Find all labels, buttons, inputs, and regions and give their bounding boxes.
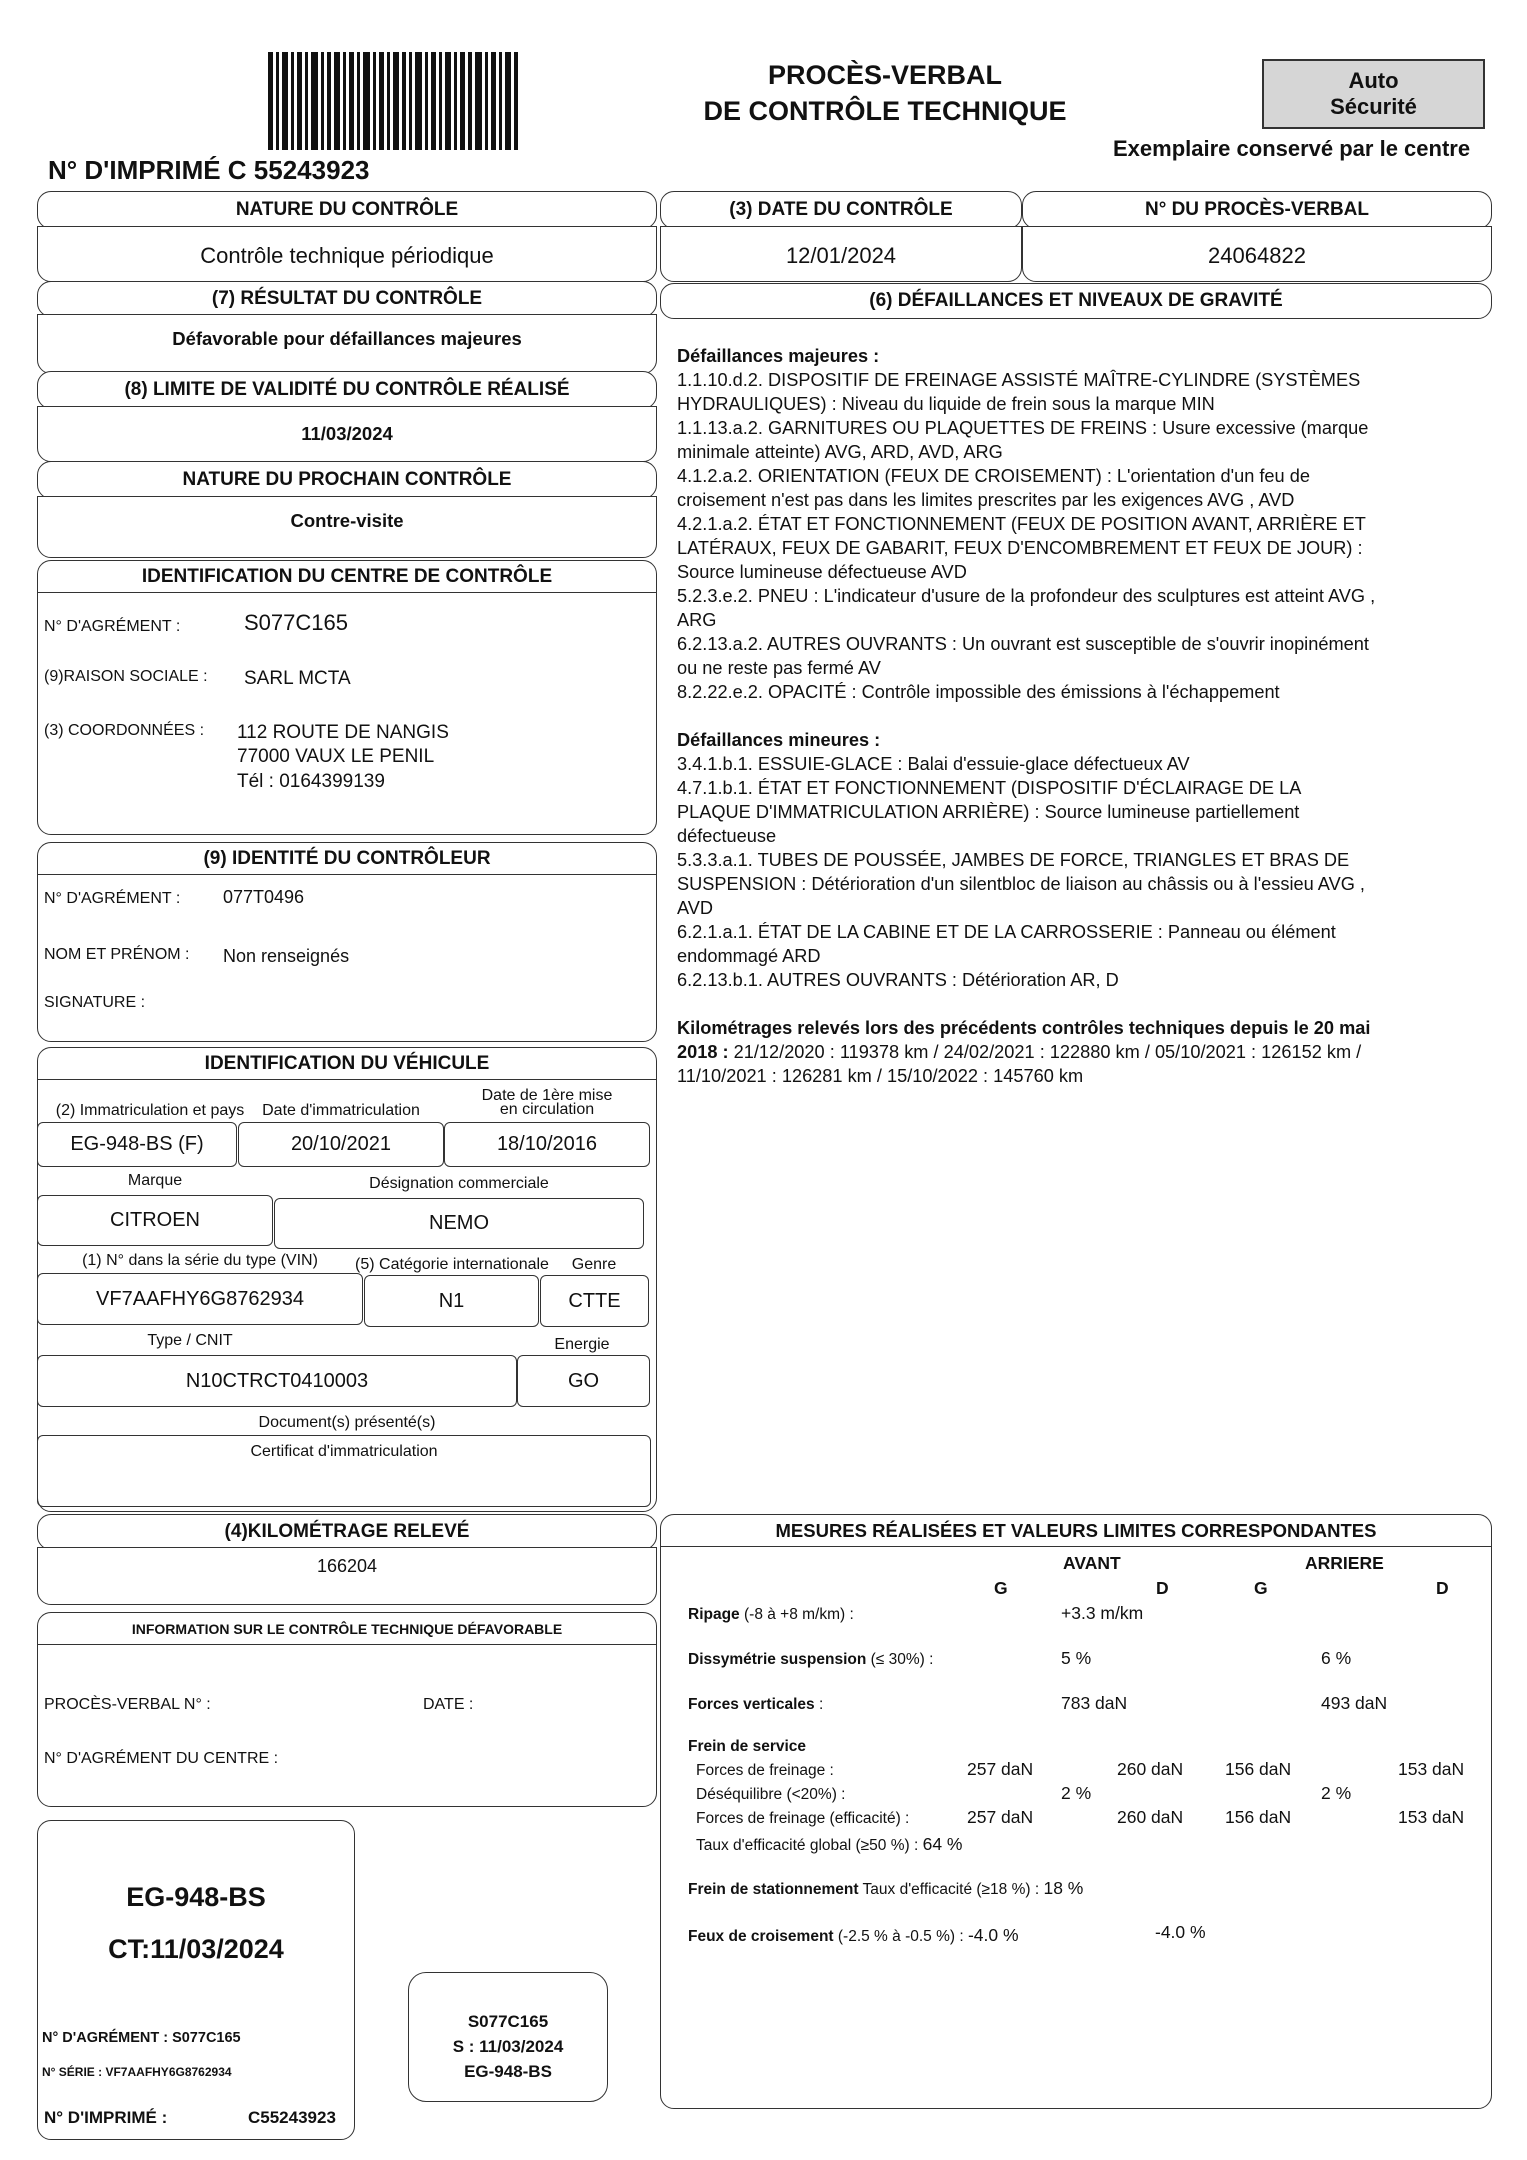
majeure-line: 1.1.10.d.2. DISPOSITIF DE FREINAGE ASSISTÉ MAÎTRE-CYLINDRE (SYSTÈMES bbox=[677, 370, 1361, 390]
stamp-line3: EG-948-BS bbox=[464, 2062, 552, 2081]
avant-label: AVANT bbox=[1063, 1553, 1121, 1573]
majeure-line: 4.1.2.a.2. ORIENTATION (FEUX DE CROISEMENT) : L'orientation d'un feu de bbox=[677, 466, 1310, 486]
ff-arg: 156 daN bbox=[1225, 1759, 1292, 1779]
copy-note: Exemplaire conservé par le centre bbox=[1113, 136, 1471, 161]
genre-label: Genre bbox=[571, 1256, 617, 1273]
designation-value: NEMO bbox=[274, 1198, 644, 1249]
mineures-list bbox=[677, 752, 1487, 992]
arriere-label: ARRIERE bbox=[1305, 1553, 1384, 1573]
vignette-immat: EG-948-BS bbox=[126, 1882, 266, 1912]
vignette-box bbox=[37, 1820, 355, 2140]
feux-label: Feux de croisement bbox=[688, 1928, 834, 1945]
pv-value: 24064822 bbox=[1208, 243, 1306, 268]
brand-line2: Sécurité bbox=[1330, 94, 1417, 119]
arriere-g-label: G bbox=[1254, 1578, 1268, 1598]
marque-label: Marque bbox=[127, 1172, 183, 1189]
pv-header: N° DU PROCÈS-VERBAL bbox=[1022, 191, 1492, 229]
centre-box bbox=[37, 560, 657, 835]
mineure-line: SUSPENSION : Détérioration d'un silentbloc de liaison au châssis ou à l'essieu AVG , bbox=[677, 874, 1365, 894]
ff-avd: 260 daN bbox=[1117, 1759, 1184, 1779]
ffe-avg: 257 daN bbox=[967, 1807, 1034, 1827]
majeure-line: 4.2.1.a.2. ÉTAT ET FONCTIONNEMENT (FEUX DE POSITION AVANT, ARRIÈRE ET bbox=[677, 514, 1366, 534]
premiere-label-2: en circulation bbox=[499, 1101, 595, 1118]
date-immat-value: 20/10/2021 bbox=[238, 1122, 444, 1167]
stamp-line2: S : 11/03/2024 bbox=[452, 2037, 564, 2056]
controleur-title: (9) IDENTITÉ DU CONTRÔLEUR bbox=[203, 848, 491, 869]
ff-avg: 257 daN bbox=[967, 1759, 1034, 1779]
ffe-avd: 260 daN bbox=[1117, 1807, 1184, 1827]
stationnement-label: Frein de stationnement bbox=[688, 1881, 859, 1898]
majeure-line: HYDRAULIQUES) : Niveau du liquide de frein sous la marque MIN bbox=[677, 394, 1215, 414]
type-label: Type / CNIT bbox=[147, 1332, 233, 1349]
frein-service-label: Frein de service bbox=[688, 1738, 807, 1755]
taux-value: 64 % bbox=[922, 1834, 963, 1854]
mineure-line: 6.2.1.a.1. ÉTAT DE LA CABINE ET DE LA CARROSSERIE : Panneau ou élément bbox=[677, 922, 1336, 942]
mesures-title: MESURES RÉALISÉES ET VALEURS LIMITES CORRESPONDANTES bbox=[775, 1520, 1377, 1541]
document-title-line1: PROCÈS-VERBAL bbox=[767, 60, 1003, 90]
ffe-arg: 156 daN bbox=[1225, 1807, 1292, 1827]
majeure-line: 6.2.13.a.2. AUTRES OUVRANTS : Un ouvrant est susceptible de s'ouvrir inopinément bbox=[677, 634, 1369, 654]
immat-label: (2) Immatriculation et pays bbox=[55, 1102, 245, 1119]
controleur-box bbox=[37, 842, 657, 1042]
limite-value: 11/03/2024 bbox=[301, 423, 393, 444]
kilometrage-value: 166204 bbox=[316, 1556, 378, 1576]
taux-row bbox=[696, 1834, 962, 1855]
stationnement-value: 18 % bbox=[1043, 1878, 1084, 1898]
controleur-nom-value: Non renseignés bbox=[223, 946, 350, 966]
mineure-line: 5.3.3.a.1. TUBES DE POUSSÉE, JAMBES DE FORCE, TRIANGLES ET BRAS DE bbox=[677, 850, 1350, 870]
km-history-text: 21/12/2020 : 119378 km / 24/02/2021 : 122880 km / 05/10/2021 : 126152 km / bbox=[728, 1042, 1362, 1062]
centre-header-line bbox=[37, 592, 657, 593]
ff-ard: 153 daN bbox=[1398, 1759, 1465, 1779]
mineure-line: 6.2.13.b.1. AUTRES OUVRANTS : Détérioration AR, D bbox=[677, 970, 1119, 990]
km-history-title: Kilométrages relevés lors des précédents contrôles techniques depuis le 20 mai bbox=[677, 1018, 1371, 1038]
dissym-label: Dissymétrie suspension bbox=[688, 1651, 867, 1668]
barcode-icon bbox=[268, 52, 518, 150]
date-controle-header: (3) DATE DU CONTRÔLE bbox=[660, 191, 1022, 229]
brand-box bbox=[1262, 59, 1485, 129]
marque-value: CITROEN bbox=[37, 1195, 273, 1246]
mesures-header-line bbox=[660, 1546, 1492, 1547]
stamp-line1: S077C165 bbox=[467, 2012, 549, 2031]
barcode bbox=[268, 52, 518, 150]
ffe-ard: 153 daN bbox=[1398, 1807, 1465, 1827]
genre-value: CTTE bbox=[540, 1275, 649, 1327]
energie-value: GO bbox=[517, 1355, 650, 1407]
dissym-row bbox=[688, 1651, 933, 1669]
majeure-line: ou ne reste pas fermé AV bbox=[677, 658, 881, 678]
vignette-ct: CT:11/03/2024 bbox=[108, 1934, 284, 1964]
ripage-limit: (-8 à +8 m/km) : bbox=[739, 1606, 854, 1623]
energie-label: Energie bbox=[554, 1336, 610, 1353]
defavorable-agrement-label: N° D'AGRÉMENT DU CENTRE : bbox=[44, 1750, 279, 1767]
km-history-year: 2018 : bbox=[677, 1042, 729, 1062]
defavorable-date-label: DATE : bbox=[423, 1696, 474, 1713]
forces-v-row bbox=[688, 1696, 823, 1714]
forces-v-limit: : bbox=[814, 1696, 824, 1713]
defavorable-title: INFORMATION SUR LE CONTRÔLE TECHNIQUE DÉFAVORABLE bbox=[131, 1621, 563, 1637]
deseq-ar: 2 % bbox=[1321, 1783, 1352, 1803]
km-history-line2 bbox=[677, 1040, 1487, 1064]
majeure-line: 8.2.22.e.2. OPACITÉ : Contrôle impossible des émissions à l'échappement bbox=[677, 682, 1280, 702]
designation-label: Désignation commerciale bbox=[369, 1175, 549, 1192]
controleur-signature-label: SIGNATURE : bbox=[44, 994, 146, 1011]
vin-value: VF7AAFHY6G8762934 bbox=[37, 1273, 363, 1325]
vignette-serie: N° SÉRIE : VF7AAFHY6G8762934 bbox=[42, 2065, 232, 2079]
feux-limit: (-2.5 % à -0.5 %) : bbox=[833, 1928, 964, 1945]
avant-g-label: G bbox=[994, 1578, 1008, 1598]
centre-agrement-label: N° D'AGRÉMENT : bbox=[44, 618, 181, 635]
km-history-line3: 11/10/2021 : 126281 km / 15/10/2022 : 145760 km bbox=[677, 1066, 1084, 1086]
ff-label: Forces de freinage : bbox=[696, 1762, 834, 1779]
centre-raison-value: SARL MCTA bbox=[244, 668, 351, 689]
avant-d-label: D bbox=[1156, 1578, 1169, 1598]
premiere-value: 18/10/2016 bbox=[444, 1122, 650, 1167]
dissym-ar: 6 % bbox=[1321, 1648, 1352, 1668]
centre-title: IDENTIFICATION DU CENTRE DE CONTRÔLE bbox=[141, 566, 553, 587]
defavorable-pv-label: PROCÈS-VERBAL N° : bbox=[44, 1696, 211, 1713]
vignette-imprime-label: N° D'IMPRIMÉ : bbox=[44, 2108, 168, 2127]
ripage-label: Ripage bbox=[688, 1606, 740, 1623]
date-controle-value: 12/01/2024 bbox=[785, 243, 897, 268]
majeure-line: Source lumineuse défectueuse AVD bbox=[677, 562, 967, 582]
controleur-header-line bbox=[37, 874, 657, 875]
resultat-value: Défavorable pour défaillances majeures bbox=[172, 328, 522, 349]
centre-coord-line1: 112 ROUTE DE NANGIS bbox=[237, 722, 449, 743]
prochain-value: Contre-visite bbox=[290, 510, 404, 531]
mineure-line: 3.4.1.b.1. ESSUIE-GLACE : Balai d'essuie-glace défectueux AV bbox=[677, 754, 1190, 774]
majeure-line: LATÉRAUX, FEUX DE GABARIT, FEUX D'ENCOMBREMENT ET FEUX DE JOUR) : bbox=[677, 538, 1363, 558]
defaillances-text bbox=[677, 344, 1487, 1088]
immat-value: EG-948-BS (F) bbox=[37, 1122, 237, 1167]
majeure-line: 5.2.3.e.2. PNEU : L'indicateur d'usure de la profondeur des sculptures est atteint AVG , bbox=[677, 586, 1376, 606]
majeures-title: Défaillances majeures : bbox=[677, 346, 880, 366]
centre-coord-line3: Tél : 0164399139 bbox=[237, 771, 385, 792]
forces-v-label: Forces verticales bbox=[688, 1696, 815, 1713]
defaillances-header: (6) DÉFAILLANCES ET NIVEAUX DE GRAVITÉ bbox=[660, 283, 1492, 319]
majeure-line: ARG bbox=[677, 610, 717, 630]
limite-header: (8) LIMITE DE VALIDITÉ DU CONTRÔLE RÉALISÉ bbox=[37, 371, 657, 409]
stationnement-limit: Taux d'efficacité (≥18 %) : bbox=[858, 1881, 1040, 1898]
majeures-list bbox=[677, 368, 1487, 704]
defavorable-header-line bbox=[37, 1644, 657, 1645]
dissym-av: 5 % bbox=[1061, 1648, 1092, 1668]
feux-row bbox=[688, 1925, 1019, 1946]
ripage-value: +3.3 m/km bbox=[1061, 1603, 1144, 1623]
mineure-line: PLAQUE D'IMMATRICULATION ARRIÈRE) : Source lumineuse partiellement bbox=[677, 802, 1300, 822]
majeure-line: croisement n'est pas dans les limites prescrites par les exigences AVG , AVD bbox=[677, 490, 1295, 510]
deseq-av: 2 % bbox=[1061, 1783, 1092, 1803]
taux-label: Taux d'efficacité global (≥50 %) : bbox=[696, 1837, 919, 1854]
vehicule-title: IDENTIFICATION DU VÉHICULE bbox=[204, 1053, 490, 1074]
imprime-number: N° D'IMPRIMÉ C 55243923 bbox=[48, 155, 370, 185]
document-title-line2: DE CONTRÔLE TECHNIQUE bbox=[703, 96, 1067, 126]
premiere-label-1: Date de 1ère mise bbox=[481, 1087, 613, 1104]
feux-g: -4.0 % bbox=[967, 1925, 1019, 1945]
centre-coord-label: (3) COORDONNÉES : bbox=[44, 722, 205, 739]
controleur-agrement-label: N° D'AGRÉMENT : bbox=[44, 890, 181, 907]
majeure-line: 1.1.13.a.2. GARNITURES OU PLAQUETTES DE FREINS : Usure excessive (marque bbox=[677, 418, 1369, 438]
nature-controle-header: NATURE DU CONTRÔLE bbox=[37, 191, 657, 229]
mineure-line: AVD bbox=[677, 898, 714, 918]
arriere-d-label: D bbox=[1436, 1578, 1449, 1598]
centre-raison-label: (9)RAISON SOCIALE : bbox=[44, 668, 208, 685]
forces-v-av: 783 daN bbox=[1061, 1693, 1128, 1713]
controleur-nom-label: NOM ET PRÉNOM : bbox=[44, 946, 190, 963]
deseq-label: Déséquilibre (<20%) : bbox=[696, 1786, 846, 1803]
documents-label: Document(s) présenté(s) bbox=[258, 1414, 436, 1431]
centre-coord-line2: 77000 VAUX LE PENIL bbox=[237, 746, 435, 767]
documents-value: Certificat d'immatriculation bbox=[250, 1443, 438, 1460]
ripage-row bbox=[688, 1606, 854, 1624]
vignette-imprime-value: C55243923 bbox=[248, 2108, 336, 2127]
date-immat-label: Date d'immatriculation bbox=[262, 1102, 420, 1119]
majeure-line: minimale atteinte) AVG, ARD, AVD, ARG bbox=[677, 442, 1003, 462]
feux-d: -4.0 % bbox=[1155, 1922, 1206, 1942]
forces-v-ar: 493 daN bbox=[1321, 1693, 1388, 1713]
categorie-value: N1 bbox=[364, 1275, 539, 1327]
mineure-line: 4.7.1.b.1. ÉTAT ET FONCTIONNEMENT (DISPOSITIF D'ÉCLAIRAGE DE LA bbox=[677, 778, 1302, 798]
resultat-header: (7) RÉSULTAT DU CONTRÔLE bbox=[37, 281, 657, 317]
centre-agrement-value: S077C165 bbox=[244, 610, 348, 635]
mineure-line: endommagé ARD bbox=[677, 946, 821, 966]
stationnement-row bbox=[688, 1878, 1083, 1899]
mineure-line: défectueuse bbox=[677, 826, 777, 846]
nature-controle-value: Contrôle technique périodique bbox=[200, 243, 494, 268]
categorie-label: (5) Catégorie internationale bbox=[355, 1256, 549, 1273]
ffe-label: Forces de freinage (efficacité) : bbox=[696, 1810, 910, 1827]
vehicule-header-line bbox=[37, 1079, 657, 1080]
vignette-agrement: N° D'AGRÉMENT : S077C165 bbox=[42, 2030, 241, 2046]
vin-label: (1) N° dans la série du type (VIN) bbox=[82, 1252, 318, 1269]
mineures-title: Défaillances mineures : bbox=[677, 730, 881, 750]
controleur-agrement-value: 077T0496 bbox=[223, 887, 305, 907]
dissym-limit: (≤ 30%) : bbox=[866, 1651, 934, 1668]
type-value: N10CTRCT0410003 bbox=[37, 1355, 517, 1407]
kilometrage-header: (4)KILOMÉTRAGE RELEVÉ bbox=[37, 1514, 657, 1550]
brand-line1: Auto bbox=[1348, 68, 1399, 93]
prochain-header: NATURE DU PROCHAIN CONTRÔLE bbox=[37, 461, 657, 499]
